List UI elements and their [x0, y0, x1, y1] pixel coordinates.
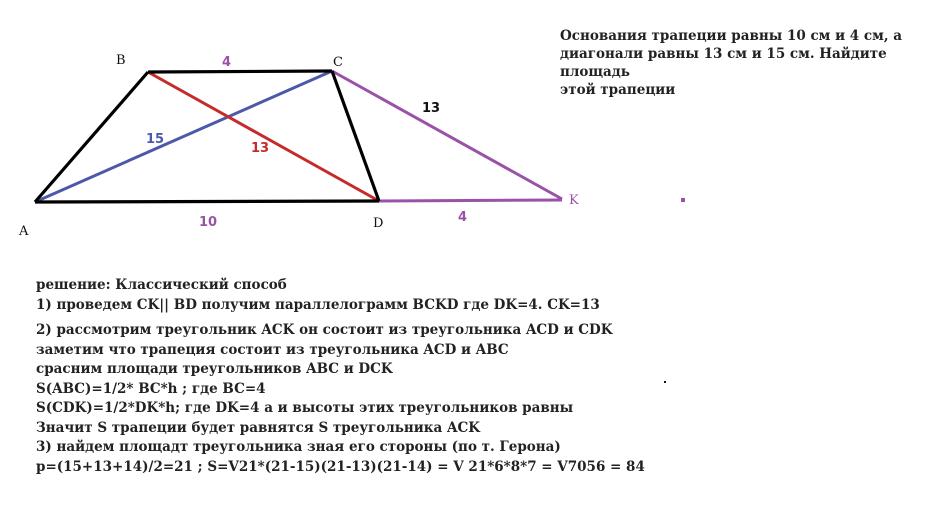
vertex-label-C: C	[333, 55, 343, 70]
problem-line: этой трапеции	[560, 82, 676, 98]
edge-label-BD: 13	[251, 141, 270, 156]
solution-line: 1) проведем CK|| BD получим параллелограмм BCKD где DK=4. CK=13	[36, 296, 600, 313]
edge-label-CK: 13	[422, 101, 441, 116]
solution-line: Значит S трапеции будет равнятся S треугольника ACK	[36, 419, 480, 436]
solution-line: p=(15+13+14)/2=21 ; S=V21*(21-15)(21-13)(21-14) = V 21*6*8*7 = V7056 = 84	[36, 458, 645, 475]
edge-label-BC: 4	[222, 55, 232, 70]
vertex-label-A: A	[19, 224, 29, 239]
edge-label-DK: 4	[458, 210, 468, 225]
solution-line: S(CDK)=1/2*DK*h; где DK=4 а и высоты этих треугольников равны	[36, 400, 574, 416]
segment-DK	[379, 200, 562, 201]
solution-line: решение: Классический способ	[36, 277, 287, 293]
problem-statement	[560, 27, 940, 99]
solution-line: заметим что трапеция состоит из треугольника ACD и ABC	[36, 341, 509, 358]
stray-dot	[681, 198, 685, 202]
solution-text	[36, 276, 916, 477]
solution-line: 2) рассмотрим треугольник ACK он состоит из треугольника ACD и CDK	[36, 322, 613, 338]
segment-CK	[332, 71, 562, 199]
side-AB	[35, 72, 148, 202]
vertex-label-K: K	[569, 193, 579, 208]
solution-line: S(ABC)=1/2* BC*h ; где BC=4	[36, 380, 266, 397]
vertex-label-B: B	[116, 53, 126, 68]
side-CD	[332, 71, 379, 201]
base-AD	[35, 201, 379, 202]
stray-speck	[664, 381, 666, 383]
solution-line: 3) найдем площадт треугольника зная его стороны (по т. Герона)	[36, 439, 561, 455]
problem-line: Основания трапеции равны 10 см и 4 см, а	[560, 28, 902, 44]
base-BC	[148, 71, 332, 72]
problem-line: диагонали равны 13 см и 15 см. Найдите площадь	[560, 46, 887, 80]
edge-label-AD: 10	[199, 215, 218, 230]
edge-label-AC: 15	[146, 132, 165, 147]
vertex-label-D: D	[373, 216, 384, 231]
solution-line: срасним площади треугольников ABC и DCK	[36, 361, 393, 377]
